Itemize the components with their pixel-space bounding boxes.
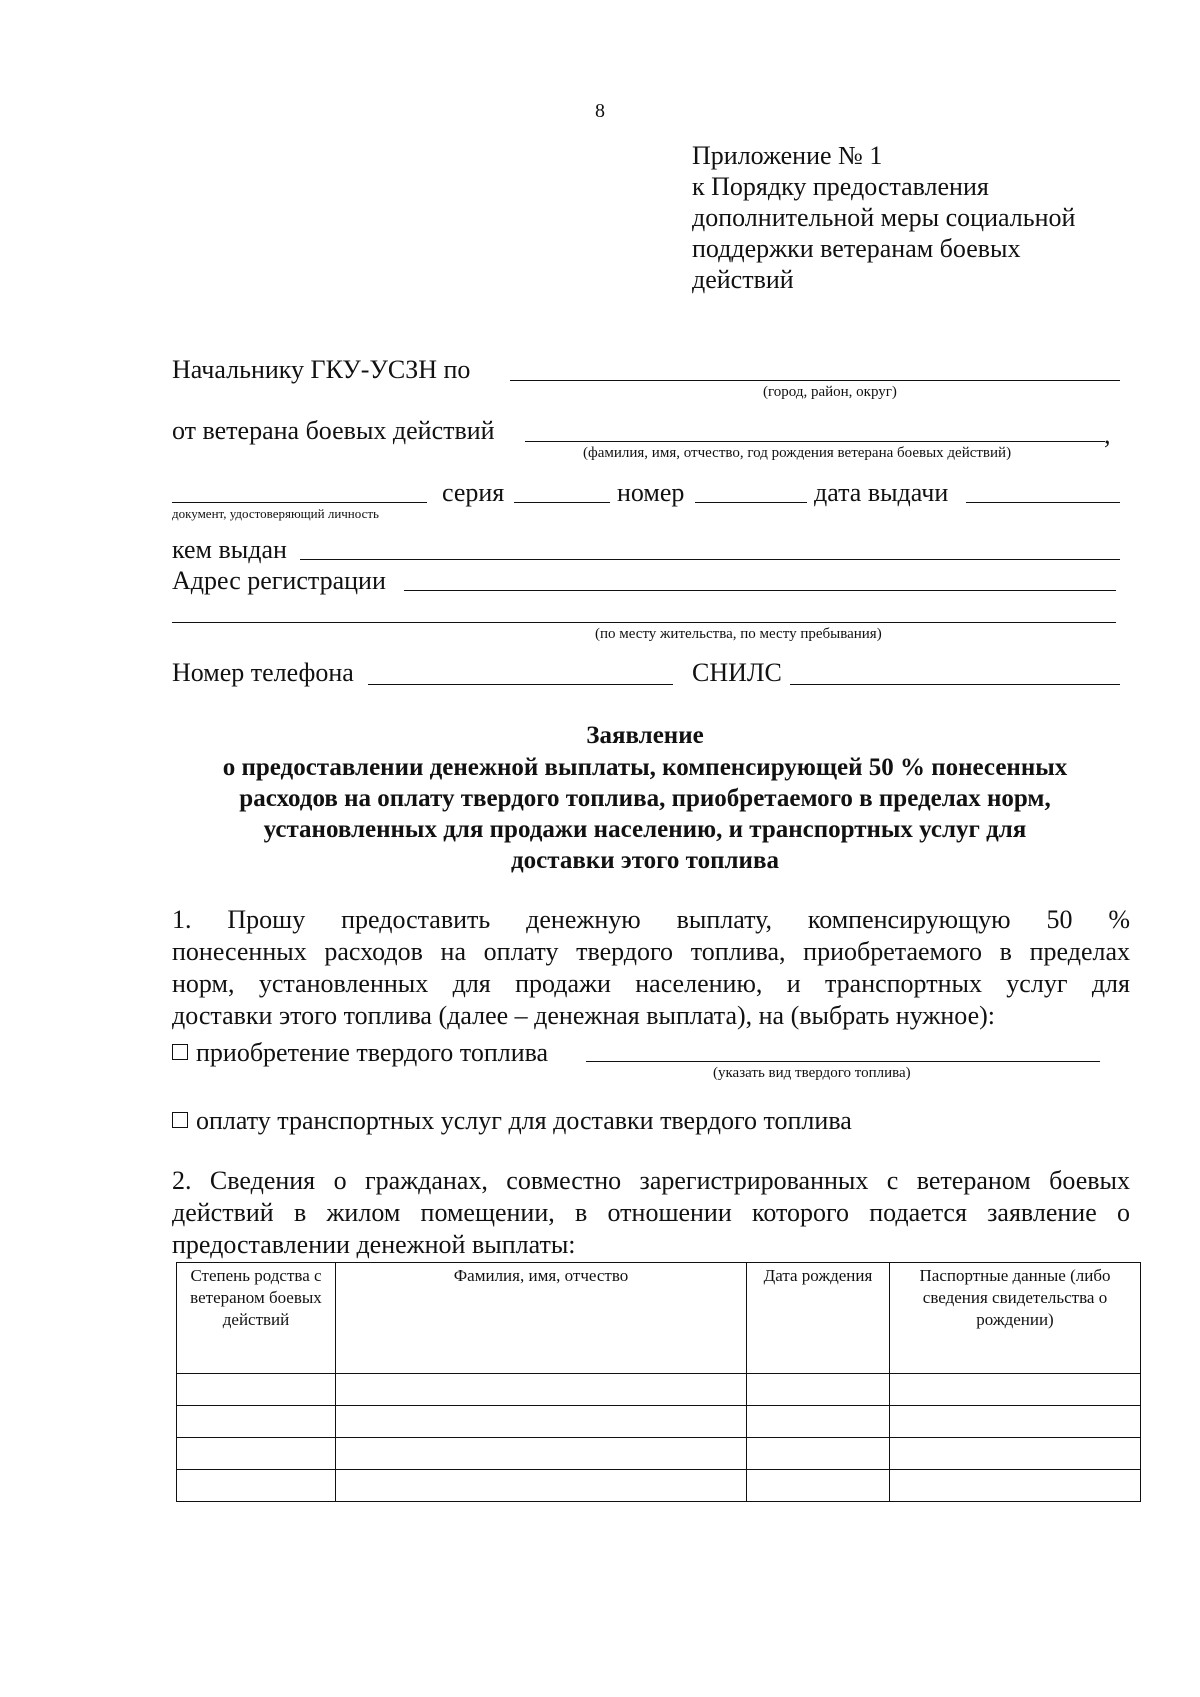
statement-subtitle-line: доставки этого топлива	[511, 847, 779, 874]
checkbox-icon[interactable]	[172, 1044, 188, 1060]
number-field[interactable]	[695, 502, 807, 503]
table-cell[interactable]	[890, 1438, 1141, 1470]
table-cell[interactable]	[177, 1374, 336, 1406]
fuel-type-field[interactable]	[586, 1061, 1100, 1062]
section1-line: доставки этого топлива (далее – денежная выплата), на (выбрать нужное):	[172, 1001, 995, 1030]
table-cell[interactable]	[747, 1470, 890, 1502]
section2-line: действий в жилом помещении, в отношении которого подается заявление о	[172, 1198, 1130, 1227]
table-cell[interactable]	[336, 1438, 747, 1470]
table-cell[interactable]	[177, 1470, 336, 1502]
document-hint: документ, удостоверяющий личность	[172, 506, 379, 521]
option-transport-label: оплату транспортных услуг для доставки твердого топлива	[196, 1106, 852, 1135]
header-birth-date: Дата рождения	[747, 1263, 890, 1374]
table-row	[177, 1406, 1141, 1438]
option-transport[interactable]	[172, 1106, 852, 1136]
chief-label: Начальнику ГКУ-УСЗН по	[172, 355, 471, 384]
chief-hint: (город, район, округ)	[763, 384, 897, 400]
phone-field[interactable]	[368, 684, 673, 685]
statement-subtitle-line: установленных для продажи населению, и транспортных услуг для	[263, 816, 1027, 843]
appendix-line: дополнительной меры социальной	[692, 203, 1076, 232]
table-row	[177, 1470, 1141, 1502]
section2-line: 2. Сведения о гражданах, совместно зарегистрированных с ветераном боевых	[172, 1166, 1130, 1195]
table-cell[interactable]	[336, 1470, 747, 1502]
series-label: серия	[442, 478, 505, 507]
appendix-line: поддержки ветеранам боевых	[692, 234, 1021, 263]
veteran-comma: ,	[1104, 420, 1111, 449]
address-hint: (по месту жительства, по месту пребывания)	[595, 626, 882, 642]
table-cell[interactable]	[336, 1374, 747, 1406]
issue-date-field[interactable]	[966, 502, 1120, 503]
header-passport: Паспортные данные (либо сведения свидетельства о рождении)	[890, 1263, 1141, 1374]
appendix-line: действий	[692, 265, 794, 294]
section1-line: понесенных расходов на оплату твердого топлива, приобретаемого в пределах	[172, 937, 1130, 966]
number-label: номер	[617, 478, 685, 507]
table-cell[interactable]	[177, 1406, 336, 1438]
option-fuel[interactable]	[172, 1038, 548, 1068]
statement-subtitle-line: расходов на оплату твердого топлива, приобретаемого в пределах норм,	[239, 785, 1051, 812]
appendix-line: Приложение № 1	[692, 141, 883, 170]
veteran-label: от ветерана боевых действий	[172, 416, 495, 445]
section2-line: предоставлении денежной выплаты:	[172, 1230, 576, 1259]
table-cell[interactable]	[890, 1374, 1141, 1406]
table-row	[177, 1374, 1141, 1406]
address-label: Адрес регистрации	[172, 566, 386, 595]
table-cell[interactable]	[890, 1406, 1141, 1438]
household-table	[176, 1262, 1141, 1502]
statement-subtitle	[150, 752, 1140, 876]
statement-title: Заявление	[586, 722, 704, 749]
address-field[interactable]	[404, 590, 1116, 591]
table-header-row	[177, 1263, 1141, 1374]
checkbox-icon[interactable]	[172, 1112, 188, 1128]
table-cell[interactable]	[747, 1406, 890, 1438]
section2-paragraph	[172, 1165, 1130, 1261]
snils-field[interactable]	[790, 684, 1120, 685]
veteran-field[interactable]	[525, 441, 1105, 442]
fuel-type-hint: (указать вид твердого топлива)	[713, 1065, 911, 1081]
table-cell[interactable]	[747, 1438, 890, 1470]
page-number: 8	[595, 100, 605, 122]
table-cell[interactable]	[890, 1470, 1141, 1502]
chief-field[interactable]	[510, 380, 1120, 381]
phone-label: Номер телефона	[172, 658, 354, 687]
header-relationship: Степень родства с ветераном боевых действий	[177, 1263, 336, 1374]
header-full-name: Фамилия, имя, отчество	[336, 1263, 747, 1374]
table-cell[interactable]	[336, 1406, 747, 1438]
address-field-line2[interactable]	[172, 622, 1116, 623]
issued-by-label: кем выдан	[172, 535, 287, 564]
snils-label: СНИЛС	[692, 658, 782, 687]
issued-by-field[interactable]	[300, 559, 1120, 560]
table-cell[interactable]	[747, 1374, 890, 1406]
appendix-block	[692, 140, 1132, 295]
series-field[interactable]	[514, 502, 610, 503]
section1-line: норм, установленных для продажи населению, и транспортных услуг для	[172, 969, 1130, 998]
table-cell[interactable]	[177, 1438, 336, 1470]
appendix-line: к Порядку предоставления	[692, 172, 989, 201]
section1-paragraph	[172, 904, 1130, 1032]
document-type-field[interactable]	[172, 502, 427, 503]
veteran-hint: (фамилия, имя, отчество, год рождения ветерана боевых действий)	[583, 445, 1012, 461]
section1-line: 1. Прошу предоставить денежную выплату, компенсирующую 50 %	[172, 905, 1130, 934]
table-row	[177, 1438, 1141, 1470]
statement-subtitle-line: о предоставлении денежной выплаты, компенсирующей 50 % понесенных	[222, 754, 1068, 781]
issue-date-label: дата выдачи	[814, 478, 949, 507]
option-fuel-label: приобретение твердого топлива	[196, 1038, 549, 1067]
